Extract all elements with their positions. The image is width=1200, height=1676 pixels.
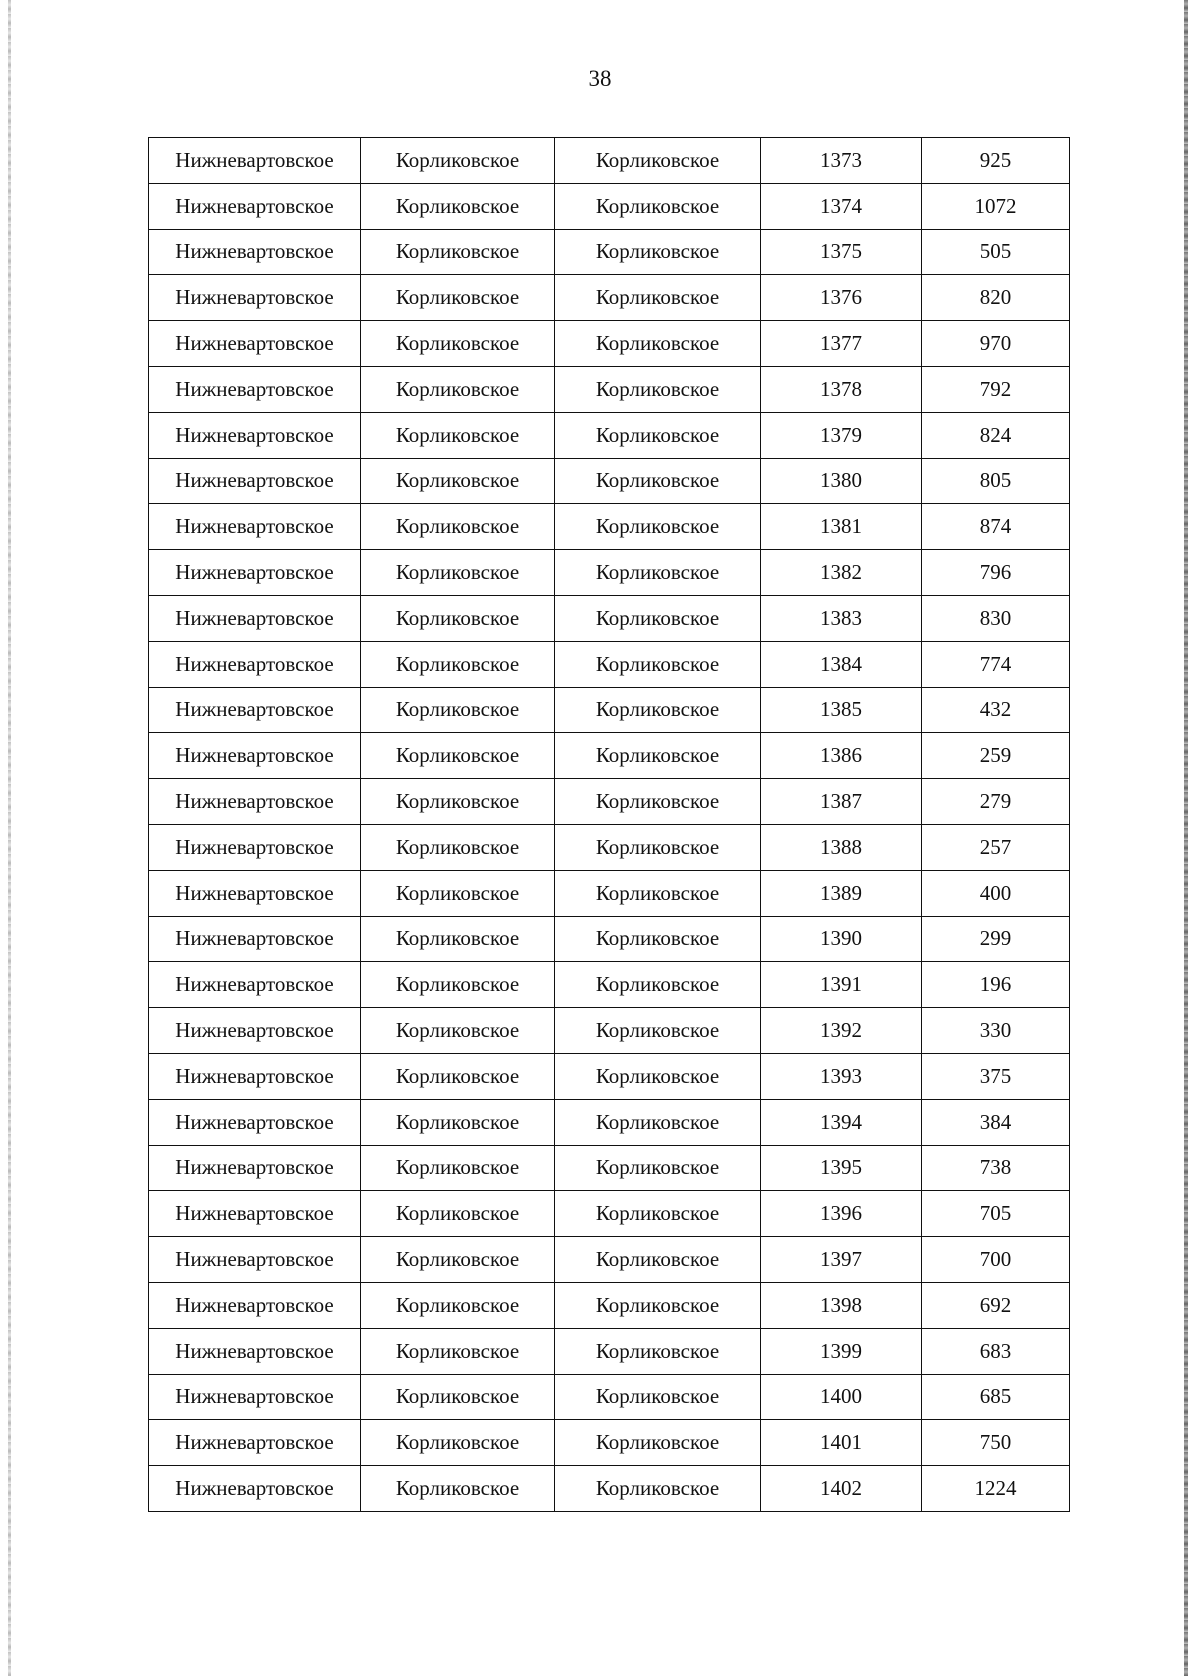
value-cell: 375 — [922, 1053, 1070, 1099]
well-number-cell: 1393 — [761, 1053, 922, 1099]
field-cell: Корликовское — [361, 504, 555, 550]
field-cell: Корликовское — [361, 641, 555, 687]
field-cell: Корликовское — [361, 916, 555, 962]
well-number-cell: 1381 — [761, 504, 922, 550]
value-cell: 925 — [922, 138, 1070, 184]
district-cell: Нижневартовское — [149, 1282, 361, 1328]
value-cell: 259 — [922, 733, 1070, 779]
field-cell: Корликовское — [361, 1420, 555, 1466]
license-area-cell: Корликовское — [555, 1466, 761, 1512]
field-cell: Корликовское — [361, 1237, 555, 1283]
value-cell: 820 — [922, 275, 1070, 321]
field-cell: Корликовское — [361, 550, 555, 596]
value-cell: 874 — [922, 504, 1070, 550]
license-area-cell: Корликовское — [555, 1374, 761, 1420]
field-cell: Корликовское — [361, 1328, 555, 1374]
district-cell: Нижневартовское — [149, 962, 361, 1008]
table-row — [149, 1466, 1070, 1512]
license-area-cell: Корликовское — [555, 504, 761, 550]
field-cell: Корликовское — [361, 870, 555, 916]
well-number-cell: 1388 — [761, 824, 922, 870]
table-row — [149, 733, 1070, 779]
value-cell: 196 — [922, 962, 1070, 1008]
district-cell: Нижневартовское — [149, 1328, 361, 1374]
table-body — [149, 138, 1070, 1512]
license-area-cell: Корликовское — [555, 1099, 761, 1145]
district-cell: Нижневартовское — [149, 870, 361, 916]
table-row — [149, 1053, 1070, 1099]
district-cell: Нижневартовское — [149, 641, 361, 687]
well-number-cell: 1391 — [761, 962, 922, 1008]
license-area-cell: Корликовское — [555, 916, 761, 962]
well-number-cell: 1382 — [761, 550, 922, 596]
field-cell: Корликовское — [361, 779, 555, 825]
well-number-cell: 1390 — [761, 916, 922, 962]
value-cell: 970 — [922, 321, 1070, 367]
well-number-cell: 1386 — [761, 733, 922, 779]
table-row — [149, 321, 1070, 367]
table-row — [149, 1099, 1070, 1145]
well-number-cell: 1384 — [761, 641, 922, 687]
value-cell: 279 — [922, 779, 1070, 825]
field-cell: Корликовское — [361, 366, 555, 412]
district-cell: Нижневартовское — [149, 183, 361, 229]
value-cell: 705 — [922, 1191, 1070, 1237]
well-number-cell: 1402 — [761, 1466, 922, 1512]
district-cell: Нижневартовское — [149, 504, 361, 550]
value-cell: 685 — [922, 1374, 1070, 1420]
district-cell: Нижневартовское — [149, 412, 361, 458]
well-number-cell: 1380 — [761, 458, 922, 504]
data-table — [148, 137, 1070, 1512]
table-row — [149, 779, 1070, 825]
value-cell: 700 — [922, 1237, 1070, 1283]
license-area-cell: Корликовское — [555, 824, 761, 870]
value-cell: 738 — [922, 1145, 1070, 1191]
well-number-cell: 1375 — [761, 229, 922, 275]
field-cell: Корликовское — [361, 1099, 555, 1145]
district-cell: Нижневартовское — [149, 687, 361, 733]
table-row — [149, 595, 1070, 641]
license-area-cell: Корликовское — [555, 870, 761, 916]
table-row — [149, 412, 1070, 458]
value-cell: 750 — [922, 1420, 1070, 1466]
value-cell: 796 — [922, 550, 1070, 596]
field-cell: Корликовское — [361, 962, 555, 1008]
license-area-cell: Корликовское — [555, 321, 761, 367]
district-cell: Нижневартовское — [149, 1237, 361, 1283]
field-cell: Корликовское — [361, 183, 555, 229]
value-cell: 805 — [922, 458, 1070, 504]
well-number-cell: 1379 — [761, 412, 922, 458]
value-cell: 432 — [922, 687, 1070, 733]
table-row — [149, 824, 1070, 870]
field-cell: Корликовское — [361, 824, 555, 870]
value-cell: 683 — [922, 1328, 1070, 1374]
district-cell: Нижневартовское — [149, 458, 361, 504]
district-cell: Нижневартовское — [149, 138, 361, 184]
district-cell: Нижневартовское — [149, 321, 361, 367]
license-area-cell: Корликовское — [555, 229, 761, 275]
field-cell: Корликовское — [361, 595, 555, 641]
district-cell: Нижневартовское — [149, 1053, 361, 1099]
table-row — [149, 1282, 1070, 1328]
field-cell: Корликовское — [361, 733, 555, 779]
license-area-cell: Корликовское — [555, 275, 761, 321]
scan-edge-left — [8, 0, 11, 1676]
value-cell: 1224 — [922, 1466, 1070, 1512]
table-row — [149, 916, 1070, 962]
well-number-cell: 1376 — [761, 275, 922, 321]
table-row — [149, 1328, 1070, 1374]
well-number-cell: 1399 — [761, 1328, 922, 1374]
value-cell: 824 — [922, 412, 1070, 458]
well-number-cell: 1400 — [761, 1374, 922, 1420]
field-cell: Корликовское — [361, 1008, 555, 1054]
value-cell: 830 — [922, 595, 1070, 641]
district-cell: Нижневартовское — [149, 779, 361, 825]
value-cell: 330 — [922, 1008, 1070, 1054]
well-number-cell: 1394 — [761, 1099, 922, 1145]
table-row — [149, 1374, 1070, 1420]
district-cell: Нижневартовское — [149, 1420, 361, 1466]
district-cell: Нижневартовское — [149, 550, 361, 596]
field-cell: Корликовское — [361, 321, 555, 367]
license-area-cell: Корликовское — [555, 1145, 761, 1191]
field-cell: Корликовское — [361, 1466, 555, 1512]
license-area-cell: Корликовское — [555, 1328, 761, 1374]
value-cell: 692 — [922, 1282, 1070, 1328]
district-cell: Нижневартовское — [149, 1099, 361, 1145]
table-row — [149, 870, 1070, 916]
well-number-cell: 1392 — [761, 1008, 922, 1054]
district-cell: Нижневартовское — [149, 595, 361, 641]
well-number-cell: 1387 — [761, 779, 922, 825]
value-cell: 400 — [922, 870, 1070, 916]
well-number-cell: 1389 — [761, 870, 922, 916]
field-cell: Корликовское — [361, 1191, 555, 1237]
table-row — [149, 550, 1070, 596]
district-cell: Нижневартовское — [149, 916, 361, 962]
license-area-cell: Корликовское — [555, 183, 761, 229]
value-cell: 299 — [922, 916, 1070, 962]
well-number-cell: 1401 — [761, 1420, 922, 1466]
table-row — [149, 641, 1070, 687]
license-area-cell: Корликовское — [555, 733, 761, 779]
table-row — [149, 1145, 1070, 1191]
table-row — [149, 1008, 1070, 1054]
value-cell: 774 — [922, 641, 1070, 687]
value-cell: 1072 — [922, 183, 1070, 229]
license-area-cell: Корликовское — [555, 779, 761, 825]
well-number-cell: 1378 — [761, 366, 922, 412]
field-cell: Корликовское — [361, 229, 555, 275]
district-cell: Нижневартовское — [149, 1191, 361, 1237]
value-cell: 257 — [922, 824, 1070, 870]
district-cell: Нижневартовское — [149, 275, 361, 321]
table-row — [149, 687, 1070, 733]
table-row — [149, 275, 1070, 321]
field-cell: Корликовское — [361, 1053, 555, 1099]
license-area-cell: Корликовское — [555, 550, 761, 596]
value-cell: 505 — [922, 229, 1070, 275]
table-row — [149, 138, 1070, 184]
district-cell: Нижневартовское — [149, 366, 361, 412]
license-area-cell: Корликовское — [555, 641, 761, 687]
well-number-cell: 1396 — [761, 1191, 922, 1237]
well-number-cell: 1373 — [761, 138, 922, 184]
well-number-cell: 1397 — [761, 1237, 922, 1283]
field-cell: Корликовское — [361, 1374, 555, 1420]
well-number-cell: 1383 — [761, 595, 922, 641]
license-area-cell: Корликовское — [555, 1282, 761, 1328]
well-number-cell: 1374 — [761, 183, 922, 229]
district-cell: Нижневартовское — [149, 733, 361, 779]
well-number-cell: 1377 — [761, 321, 922, 367]
district-cell: Нижневартовское — [149, 1145, 361, 1191]
table-row — [149, 366, 1070, 412]
license-area-cell: Корликовское — [555, 595, 761, 641]
district-cell: Нижневартовское — [149, 1374, 361, 1420]
table-row — [149, 1237, 1070, 1283]
field-cell: Корликовское — [361, 1282, 555, 1328]
well-number-cell: 1398 — [761, 1282, 922, 1328]
license-area-cell: Корликовское — [555, 962, 761, 1008]
table-row — [149, 1420, 1070, 1466]
table-row — [149, 458, 1070, 504]
field-cell: Корликовское — [361, 412, 555, 458]
well-number-cell: 1395 — [761, 1145, 922, 1191]
table-row — [149, 229, 1070, 275]
district-cell: Нижневартовское — [149, 229, 361, 275]
license-area-cell: Корликовское — [555, 458, 761, 504]
field-cell: Корликовское — [361, 1145, 555, 1191]
scan-edge-right — [1184, 0, 1188, 1676]
license-area-cell: Корликовское — [555, 412, 761, 458]
district-cell: Нижневартовское — [149, 824, 361, 870]
table-row — [149, 183, 1070, 229]
license-area-cell: Корликовское — [555, 1237, 761, 1283]
page-number: 38 — [588, 66, 612, 91]
license-area-cell: Корликовское — [555, 1008, 761, 1054]
district-cell: Нижневартовское — [149, 1466, 361, 1512]
table-row — [149, 1191, 1070, 1237]
district-cell: Нижневартовское — [149, 1008, 361, 1054]
value-cell: 384 — [922, 1099, 1070, 1145]
license-area-cell: Корликовское — [555, 1053, 761, 1099]
license-area-cell: Корликовское — [555, 687, 761, 733]
license-area-cell: Корликовское — [555, 1420, 761, 1466]
field-cell: Корликовское — [361, 458, 555, 504]
well-number-cell: 1385 — [761, 687, 922, 733]
value-cell: 792 — [922, 366, 1070, 412]
license-area-cell: Корликовское — [555, 138, 761, 184]
table-row — [149, 962, 1070, 1008]
license-area-cell: Корликовское — [555, 366, 761, 412]
license-area-cell: Корликовское — [555, 1191, 761, 1237]
field-cell: Корликовское — [361, 275, 555, 321]
table-row — [149, 504, 1070, 550]
field-cell: Корликовское — [361, 138, 555, 184]
field-cell: Корликовское — [361, 687, 555, 733]
